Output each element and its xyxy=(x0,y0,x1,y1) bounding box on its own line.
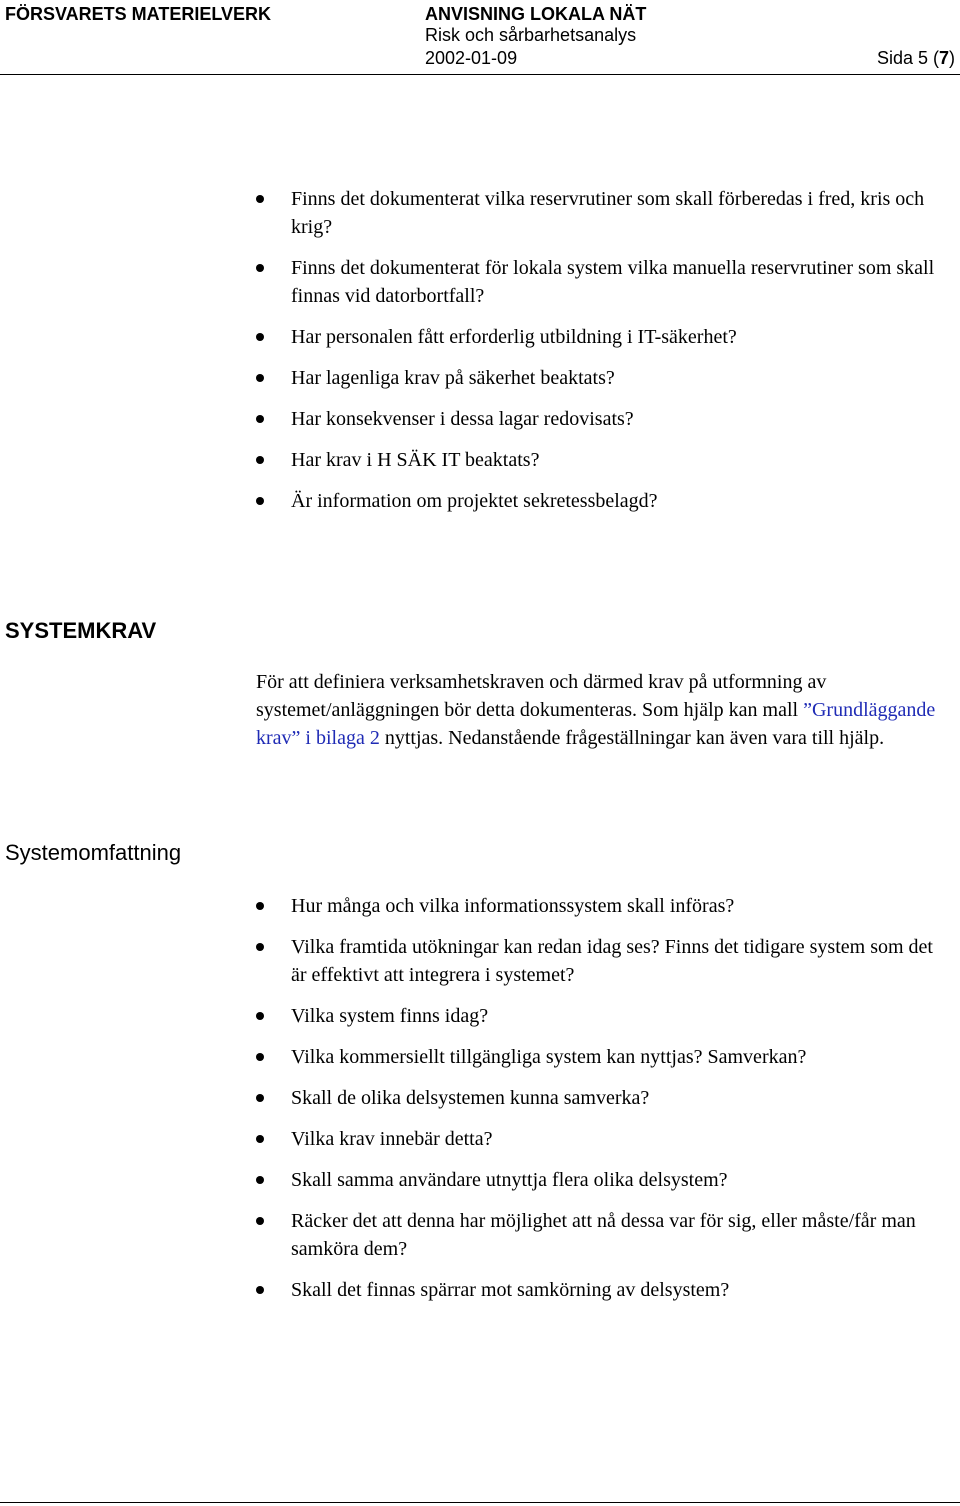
bullet-icon xyxy=(256,1135,264,1143)
list-item: Vilka krav innebär detta? xyxy=(0,1125,951,1153)
bullet-icon xyxy=(256,943,264,951)
section-heading-systemomfattning: Systemomfattning xyxy=(5,840,182,865)
list-item: Hur många och vilka informationssystem skall införas? xyxy=(0,892,951,920)
bullet-icon xyxy=(256,456,264,464)
list-item: Finns det dokumenterat för lokala system vilka manuella reservrutiner som skall finnas vid datorbortfall? xyxy=(0,254,951,310)
list-item: Skall samma användare utnyttja flera olika delsystem? xyxy=(0,1166,951,1194)
list-item: Har lagenliga krav på säkerhet beaktats? xyxy=(0,364,951,392)
list-item: Finns det dokumenterat vilka reservrutiner som skall förberedas i fred, kris och krig? xyxy=(0,185,951,241)
bullet-icon xyxy=(256,1176,264,1184)
systemkrav-paragraph: För att definiera verksamhetskraven och därmed krav på utformning av systemet/anläggningen bör detta dokumenteras. Som hjälp kan mall ”Grundläggande krav” i bilaga 2 nyttjas. Nedanstående frågeställningar kan även vara till hjälp. xyxy=(256,671,936,749)
bullet-icon xyxy=(256,415,264,423)
bullet-icon xyxy=(256,1217,264,1225)
list-item: Har personalen fått erforderlig utbildning i IT-säkerhet? xyxy=(0,323,951,351)
document-subtitle: Risk och sårbarhetsanalys xyxy=(425,25,637,45)
header-divider xyxy=(0,74,960,75)
list-item: Skall de olika delsystemen kunna samverka? xyxy=(0,1084,951,1112)
page-number: Sida 5 (7) xyxy=(876,48,955,68)
organization-name: FÖRSVARETS MATERIELVERK xyxy=(5,4,272,24)
bullet-icon xyxy=(256,264,264,272)
bullet-icon xyxy=(256,195,264,203)
bullet-icon xyxy=(256,1053,264,1061)
document-date: 2002-01-09 xyxy=(425,48,518,68)
bullet-icon xyxy=(256,374,264,382)
bullet-icon xyxy=(256,902,264,910)
bullet-icon xyxy=(256,333,264,341)
list-item: Är information om projektet sekretessbelagd? xyxy=(0,487,951,515)
list-item: Vilka framtida utökningar kan redan idag ses? Finns det tidigare system som det är effektivt att integrera i systemet? xyxy=(0,933,951,989)
footer-divider xyxy=(0,1502,960,1503)
list-item: Har krav i H SÄK IT beaktats? xyxy=(0,446,951,474)
bullet-icon xyxy=(256,497,264,505)
list-item: Vilka system finns idag? xyxy=(0,1002,951,1030)
document-title: ANVISNING LOKALA NÄT xyxy=(425,4,647,24)
question-list-systemomfattning xyxy=(0,892,960,1317)
section-heading-systemkrav: SYSTEMKRAV xyxy=(5,618,157,643)
list-item: Har konsekvenser i dessa lagar redovisats? xyxy=(0,405,951,433)
list-item: Vilka kommersiellt tillgängliga system kan nyttjas? Samverkan? xyxy=(0,1043,951,1071)
list-item: Skall det finnas spärrar mot samkörning av delsystem? xyxy=(0,1276,951,1304)
bilaga-link[interactable]: ”Grundläggande krav” i bilaga 2 xyxy=(256,699,936,749)
question-list-general xyxy=(0,185,960,528)
list-item: Räcker det att denna har möjlighet att nå dessa var för sig, eller måste/får man samköra dem? xyxy=(0,1207,951,1263)
bullet-icon xyxy=(256,1286,264,1294)
bullet-icon xyxy=(256,1012,264,1020)
bullet-icon xyxy=(256,1094,264,1102)
